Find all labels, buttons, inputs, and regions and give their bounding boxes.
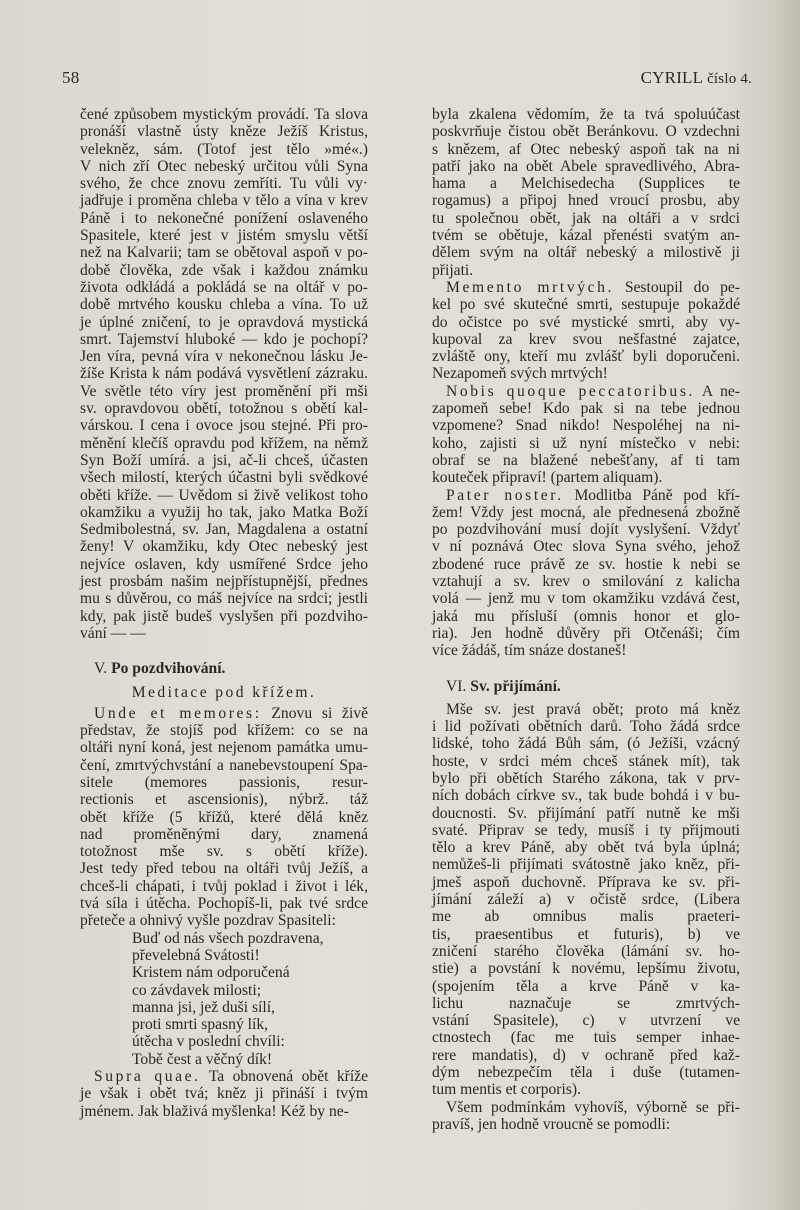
text-line: Jest tedy před tebou na oltáři tvůj Ježíš, a (80, 860, 368, 878)
text-line: lichu naznačuje se zmrtvých- (432, 994, 740, 1012)
text-line: po pozdvihování musí dojít vyslyšení. Vždyť (432, 521, 740, 539)
section-heading-v (94, 660, 368, 677)
section-subtitle: Meditace pod křížem. (131, 683, 317, 701)
text-line: rere mandatis), d) v ochraně před kaž- (432, 1046, 740, 1064)
text-line: tvém se obětuje, kázal přenésti svatým an- (432, 227, 740, 245)
text-line: okamžiku a využij ho tak, jako Matka Boží (80, 503, 368, 521)
text-line: jaká mu přísluší (omnis honor et glo- (432, 607, 740, 625)
text-line: rogamus) a připoj hned vroucí prosbu, aby (432, 192, 740, 210)
text-line: várskou. I cena i ovoce jsou stejné. Při pro- (80, 417, 368, 435)
text-line: oltáři nyní koná, jest nejenom památka umu- (80, 739, 368, 757)
text-line: je však i obět tvá; kněz ji přináší i tvým (80, 1085, 368, 1103)
text-line: Ve světle této víry jest proměnění při mši (80, 382, 368, 400)
text-line: jménem. Jak blaživá myšlenka! Kéž by ne- (80, 1102, 349, 1120)
text-line: čení, zmrtvýchvstání a nanebevstoupení Spa- (80, 756, 368, 774)
poem-line: útěcha v poslední chvíli: (132, 1033, 285, 1051)
text-line: V nich zří Otec nebeský určitou vůli Syna (80, 157, 368, 175)
text-line: sv. opravdovou obětí, totožnou s obětí kal- (80, 400, 368, 418)
text-fragment: Ta obnovená obět kříže (200, 1068, 368, 1086)
spacer (432, 660, 740, 668)
journal-title: CYRILL (640, 68, 703, 87)
text-line: ria). Jen hodně důvěry při Otčenáši; čím (432, 624, 740, 642)
poem-line: Kristem nám odporučená (132, 964, 290, 982)
text-line: tum mentis et corporis). (432, 1081, 581, 1099)
text-line: Spasitele, které jest v jistém smyslu větší (80, 227, 368, 245)
text-line: čené způsobem mystickým provádí. Ta slova (80, 106, 368, 123)
text-line: nad proměněnými dary, znamená (80, 825, 368, 843)
text-line-with-lead (80, 1068, 368, 1085)
text-line: než na Kalvarii; tam se obětoval aspoň v po- (80, 244, 368, 262)
text-fragment: Modlitba Páně pod kří- (563, 486, 740, 504)
text-line: byla zkalena vědomím, že ta tvá spoluúčast (432, 106, 740, 123)
text-line: zvláště ony, kteří mu zvlášť byli doporučeni. (432, 348, 740, 366)
text-line: zničení starého člověka (lámání sv. ho- (432, 942, 740, 960)
text-line: pronáší vlastně ústy kněze Ježíš Kristus, (80, 123, 368, 141)
text-line: je úplné zničení, to je opravdová mystická (80, 313, 368, 331)
text-line: pravíš, jen hodně vroucně se pomodli: (432, 1115, 671, 1133)
text-line: bylo při obětích Starého zákona, tak v prv- (432, 769, 740, 787)
text-line: jímání záleží a) v očistě srdce, (Libera (432, 891, 740, 909)
spacer (80, 642, 368, 650)
text-line: ních dobách církve sv., tak bude bohdá i v bu- (432, 787, 740, 805)
text-line: v ní poznává Otec slova Syna svého, jehož (432, 538, 740, 556)
text-line: velekněz, sám. (Totof jest tělo »mé«.) (80, 140, 368, 158)
text-line: rectionis et ascensionis), nýbrž. táž (80, 791, 368, 809)
text-line: patří jako na obět Abele spravedlivého, Abra- (432, 157, 740, 175)
text-line: svaté. Připrav se tedy, musíš i ty přijmouti (432, 821, 740, 839)
text-line: obraf se na blažené nebešťany, af ti tam (432, 451, 740, 469)
text-line: vstání Spasitele), c) v utvrzení ve (432, 1012, 740, 1030)
text-line-with-lead (432, 383, 740, 400)
text-line-with-lead (432, 279, 740, 296)
section-number: VI. (446, 677, 467, 695)
text-line: poskvrňuje čistou obět Beránkovu. O vzdechni (432, 123, 740, 141)
running-header (641, 68, 752, 88)
text-line: svého, že chce znovu zemříti. Tu vůli vy· (80, 175, 368, 193)
page-number: 58 (62, 68, 80, 87)
text-line: měnění klečíš opravdu pod křížem, na němž (80, 434, 368, 452)
spaced-latin-lead: Supra quae. (94, 1068, 201, 1086)
poem-line: manna jsi, jež duši sílí, (132, 998, 275, 1016)
left-column (80, 106, 368, 1120)
text-line: jadřuje i proměna chleba v tělo a vína v krev (80, 192, 368, 210)
issue-number: číslo 4. (707, 71, 752, 87)
text-fragment: Znovu si živě (261, 704, 368, 722)
section-title: Po pozdvihování. (111, 660, 226, 678)
text-line: totožnost mše sv. s obětí kříže). (80, 843, 368, 861)
text-line: lidské, toho žádá Bůh sám, (ó Ježíši, vzácný (432, 735, 740, 753)
text-line: dělem svým na oltář nebeský a milostivě ji (432, 244, 740, 262)
text-line: ctnostech (fac me tuis semper inhae- (432, 1029, 740, 1047)
text-line: kdy, pak jistě budeš vyslyšen při pozdviho- (80, 607, 368, 625)
text-line: dým nebezpečím těla i duše (tutamen- (432, 1064, 740, 1082)
text-line: (spojením těla a krve Páně v ka- (432, 977, 740, 995)
text-line: jest prosbám našim nejpřístupnější, přednes (80, 573, 368, 591)
text-line: sitele (memores passionis, resur- (80, 773, 368, 791)
text-line: Nezapomeň svých mrtvých! (432, 365, 608, 383)
text-line: žem! Vždy jest mocná, ale přednesená zbožně (432, 503, 740, 521)
text-line: přeteče a ohnivý vyšle pozdrav Spasiteli: (80, 912, 336, 930)
text-line: kouteček připraví! (partem aliquam). (432, 469, 663, 487)
text-line: života odkládá a pokládá se na oltář v po- (80, 278, 368, 296)
text-line: kel po své skutečné smrti, sestupuje pokaždé (432, 296, 740, 314)
text-line: Sedmibolestná, sv. Jan, Magdalena a ostatní (80, 521, 368, 539)
text-line: Syn Boží umírá. a jsi, ač-li chceš, účasten (80, 451, 368, 469)
text-line: mu s důvěrou, co máš nejvíce na srdci; jestli (80, 590, 368, 608)
text-line: Páně i to nekonečné ponížení oslaveného (80, 209, 368, 227)
text-line: obět kříže (5 křížů, které dělá kněz (80, 808, 368, 826)
text-line: do očistce po své mystické smrti, aby vy- (432, 313, 740, 331)
text-line: stie) a povstání k novému, lepšímu životu, (432, 960, 740, 978)
text-line: hoste, v srdci mém chceš stánek mít), tak (432, 752, 740, 770)
text-line: tvá síla i útěcha. Pochopíš-li, pak tvé srdce (80, 895, 368, 913)
text-line: Všem podmínkám vyhovíš, výborně se při- (446, 1098, 740, 1116)
text-line: ženy! V okamžiku, kdy Otec nebeský jest (80, 538, 368, 556)
poem-line: Tobě čest a věčný dík! (132, 1050, 273, 1068)
spaced-latin-lead: Memento mrtvých. (446, 278, 615, 296)
text-line-with-lead (432, 487, 740, 504)
text-line: chceš-li chápati, i tvůj poklad i život i lék, (80, 877, 368, 895)
text-line: koho, zajisti si už nyní místečko v nebi: (432, 434, 740, 452)
spaced-latin-lead: Unde et memores: (94, 704, 262, 722)
text-line: Mše sv. jest pravá obět; proto má kněz (446, 700, 740, 718)
text-line: době mrtvého kousku chleba a vína. To už (80, 296, 368, 314)
poem-line: Buď od nás všech pozdravena, (132, 929, 324, 947)
text-line: i lid požívati obětních darů. Toho žádá srdce (432, 718, 740, 736)
text-line: volá — jenž mu v tom okamžiku vzdává čest, (432, 590, 740, 608)
text-line: zbodené ruce právě ze sv. hostie k nebi se (432, 555, 740, 573)
text-line: přijati. (432, 261, 474, 279)
poem-line: převelebná Svátosti! (132, 946, 260, 964)
section-number: V. (94, 660, 108, 678)
text-line: tu společnou obět, jak na oltáři a v srdci (432, 209, 740, 227)
text-line: oběti kříže. — Uvědom si živě velikost toho (80, 486, 368, 504)
text-line: Jen víra, pevná víra v nekonečnou lásku Je- (80, 348, 368, 366)
poem-line: proti smrti spasný lík, (132, 1016, 269, 1034)
text-line: s knězem, af Otec nebeský aspoň tak na ni (432, 140, 740, 158)
text-line: tis, praesentibus et futuris), b) ve (432, 925, 740, 943)
section-title: Sv. přijímání. (470, 677, 561, 695)
text-fragment: A ne- (695, 382, 740, 400)
text-line: době člověka, zde však i každou známku (80, 261, 368, 279)
text-line: me ab omnibus malis praeteri- (432, 908, 740, 926)
text-line: smrt. Tajemství hluboké — kdo je pochopí? (80, 330, 368, 348)
text-line: více žádáš, tím snáze dostaneš! (432, 642, 627, 660)
text-line: všech milostí, kterých účastni byli svědkové (80, 469, 368, 487)
text-line: zapomeň sebe! Kdo pak si na tebe jednou (432, 400, 740, 418)
text-line-with-lead (80, 705, 368, 722)
spaced-latin-lead: Nobis quoque peccatoribus. (446, 382, 695, 400)
text-line: hama a Melchisedecha (Supplices te (432, 175, 740, 193)
spaced-latin-lead: Pater noster. (446, 486, 564, 504)
text-line: nemůžeš-li přijímati svátostně jako kněz, při- (432, 856, 740, 874)
text-line: jmeš aspoň duchovně. Příprava ke sv. při- (432, 873, 740, 891)
right-column (432, 106, 740, 1133)
text-line: žíše Krista k nám podává vysvětlení zázraku. (80, 365, 368, 383)
section-heading-vi (446, 678, 740, 695)
text-line: vztahují a sv. krev o smilování z kalicha (432, 573, 740, 591)
poem-line: co závdavek milosti; (132, 981, 262, 999)
text-line: vání — — (80, 624, 146, 642)
text-line: tělo a krev Páně, aby obět tvá byla úplná; (432, 839, 740, 857)
text-line: doucnosti. Sv. přijímání patří nutně ke mši (432, 804, 740, 822)
text-line: představ, že stojíš pod křížem: co se na (80, 722, 368, 740)
text-line: nejvíce oslaven, kdy usmířené Srdce jeho (80, 555, 368, 573)
text-fragment: Sestoupil do pe- (614, 278, 740, 296)
text-line: vzpomene? Snad nikdo! Nespoléhej na ni- (432, 417, 740, 435)
text-line: kupoval za krev svou nešfastné zajatce, (432, 330, 740, 348)
